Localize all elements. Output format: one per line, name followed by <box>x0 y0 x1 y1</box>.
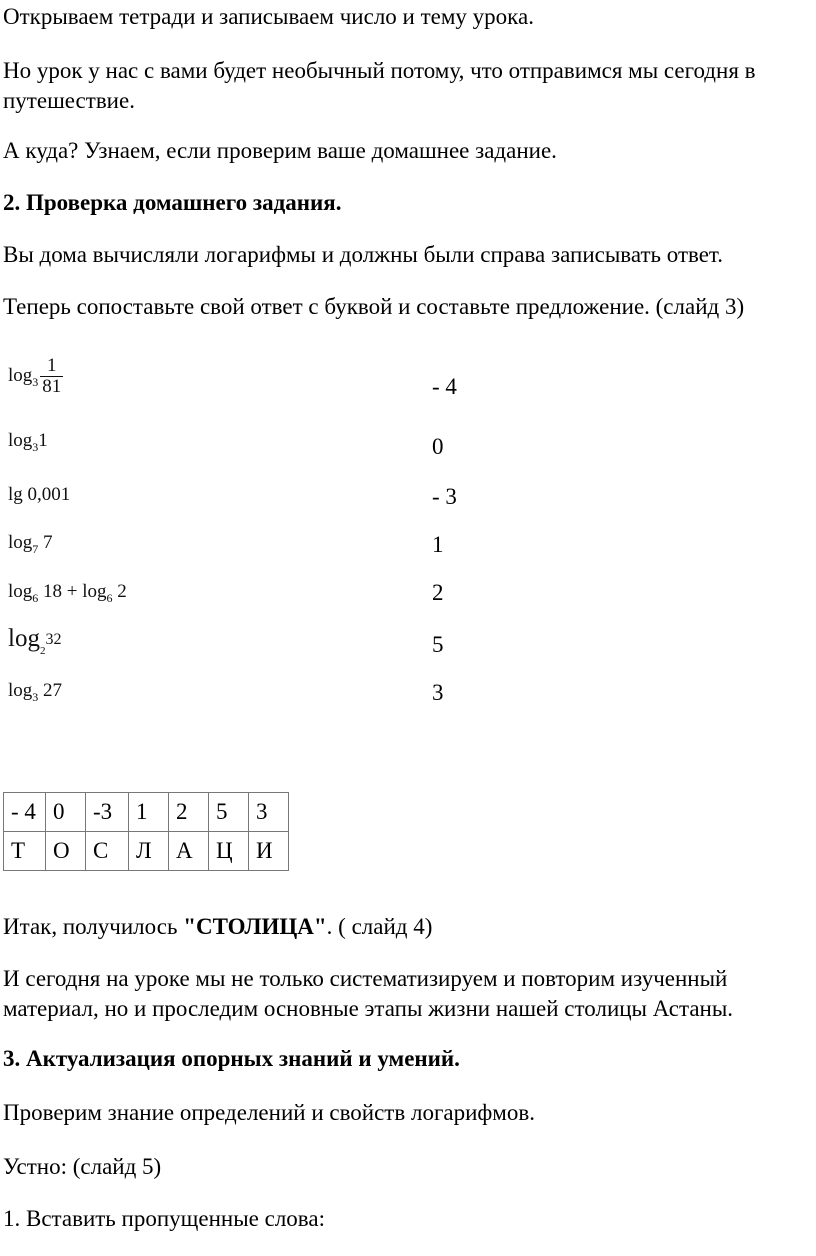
log-label: log <box>8 430 33 451</box>
log-label: log <box>82 581 107 602</box>
table-cell: 5 <box>209 793 249 832</box>
result-word: "СТОЛИЦА" <box>183 914 327 939</box>
paragraph-homework: Вы дома вычисляли логарифмы и должны были справа записывать ответ. <box>3 242 723 267</box>
log-argument: 1 <box>38 430 48 451</box>
paragraph-oral: Устно: (слайд 5) <box>3 1154 162 1179</box>
table-cell: С <box>86 832 129 871</box>
log-base: 2 <box>39 645 46 657</box>
log-argument: 32 <box>45 631 62 648</box>
result-suffix: . ( слайд 4) <box>326 914 433 939</box>
result-prefix: Итак, получилось <box>3 914 184 939</box>
table-cell: Ц <box>209 832 249 871</box>
log-base: 3 <box>32 690 39 704</box>
log-argument: 27 <box>43 680 63 701</box>
table-cell: Т <box>4 832 46 871</box>
exercise-answer-1: - 4 <box>432 374 457 399</box>
table-cell: - 4 <box>4 793 46 832</box>
exercise-formula-2 <box>8 426 48 457</box>
exercise-answer-6: 5 <box>432 632 444 657</box>
code-table-letters-row <box>4 832 289 871</box>
exercise-answer-3: - 3 <box>432 484 457 509</box>
log-argument: 0,001 <box>27 484 71 505</box>
log-label: log <box>8 532 33 553</box>
paragraph-instruction: Теперь сопоставьте свой ответ с буквой и составьте предложение. (слайд 3) <box>3 294 745 319</box>
paragraph-task-1: 1. Вставить пропущенные слова: <box>3 1206 325 1231</box>
section-heading-actualization: 3. Актуализация опорных знаний и умений. <box>3 1046 460 1071</box>
code-table <box>3 792 289 871</box>
exercise-answer-7: 3 <box>432 680 444 705</box>
paragraph-check: Проверим знание определений и свойств логарифмов. <box>3 1100 535 1125</box>
fraction <box>40 356 63 397</box>
paragraph-result <box>3 912 809 942</box>
exercise-answer-5: 2 <box>432 580 444 605</box>
table-cell: 1 <box>129 793 169 832</box>
log-base: 7 <box>32 542 39 556</box>
exercise-formula-5 <box>8 577 127 608</box>
log-label: log <box>8 680 33 701</box>
exercise-formula-6 <box>8 624 61 658</box>
exercise-formula-4 <box>8 528 53 559</box>
plus-sign: + <box>66 581 78 602</box>
section-heading-homework: 2. Проверка домашнего задания. <box>3 190 342 215</box>
exercise-formula-3 <box>8 480 70 510</box>
exercise-answer-2: 0 <box>432 434 444 459</box>
fraction-numerator: 1 <box>40 356 63 377</box>
log-base: 3 <box>32 374 39 389</box>
paragraph-intro: Открываем тетради и записываем число и тему урока. <box>3 4 534 29</box>
exercise-answer-4: 1 <box>432 532 444 557</box>
table-cell: А <box>169 832 209 871</box>
paragraph-journey: Но урок у нас с вами будет необычный потому, что отправимся мы сегодня в путешествие. <box>3 58 756 113</box>
paragraph-question: А куда? Узнаем, если проверим ваше домашнее задание. <box>3 138 557 163</box>
table-cell: О <box>46 832 86 871</box>
code-table-numbers-row <box>4 793 289 832</box>
paragraph-today: И сегодня на уроке мы не только систематизируем и повторим изученный материал, но и проследим основные этапы жизни нашей столицы Астаны. <box>3 966 734 1021</box>
table-cell: Л <box>129 832 169 871</box>
log-argument: 2 <box>117 581 127 602</box>
log-base: 6 <box>106 591 113 605</box>
table-cell: 2 <box>169 793 209 832</box>
exercise-formula-7 <box>8 676 62 707</box>
log-label: log <box>8 625 40 652</box>
table-cell: И <box>249 832 289 871</box>
log-base: 3 <box>32 440 39 454</box>
log-label: log <box>8 364 33 386</box>
table-cell: 0 <box>46 793 86 832</box>
log-argument: 7 <box>43 532 53 553</box>
table-cell: -3 <box>86 793 129 832</box>
exercise-formula-1 <box>8 356 63 397</box>
fraction-denominator: 81 <box>42 376 62 397</box>
log-label: lg <box>8 484 23 505</box>
log-label: log <box>8 581 33 602</box>
log-base: 6 <box>32 591 39 605</box>
table-cell: 3 <box>249 793 289 832</box>
log-argument: 18 <box>43 581 63 602</box>
